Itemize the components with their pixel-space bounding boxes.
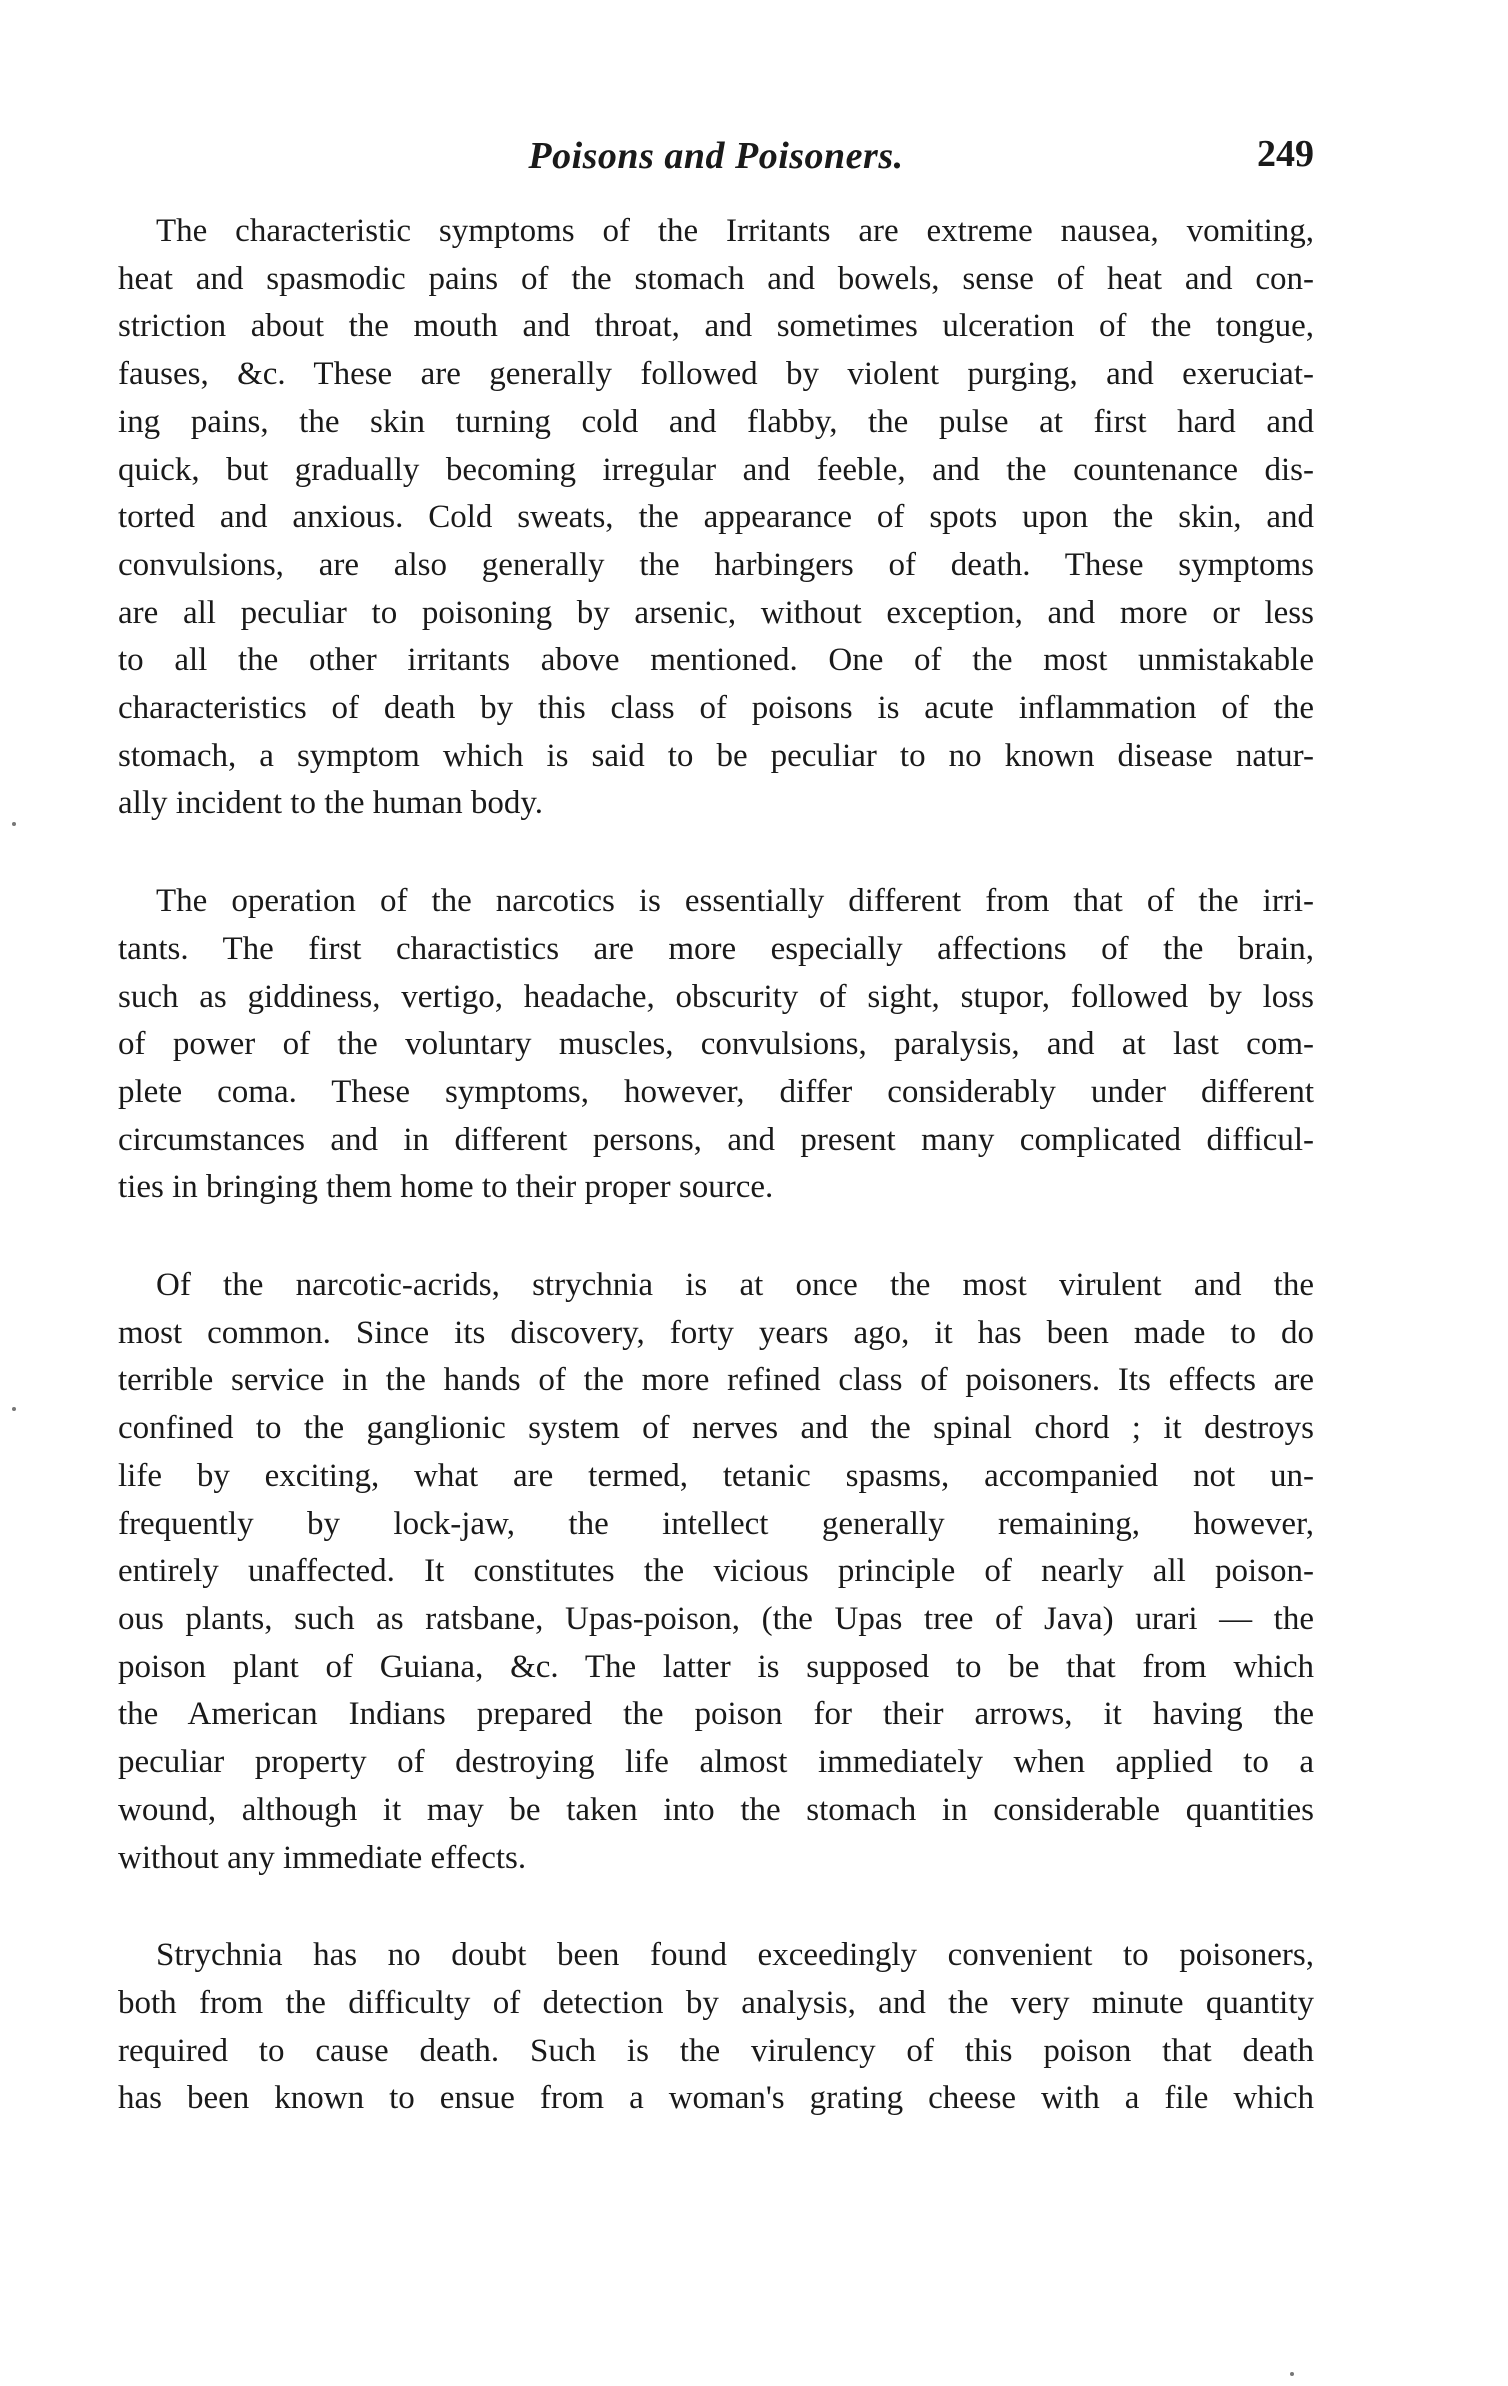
text-line: without any immediate effects. (118, 1839, 527, 1876)
text-line: the American Indians prepared the poison for their arrows, it having the (118, 1696, 1314, 1733)
text-line: The operation of the narcotics is essentially different from that of the irri- (156, 883, 1314, 920)
text-line: tants. The first charactistics are more especially affections of the brain, (118, 930, 1314, 967)
page-number: 249 (1257, 133, 1314, 175)
text-line: Of the narcotic-acrids, strychnia is at once the most virulent and the (156, 1267, 1314, 1304)
text-line: ties in bringing them home to their proper source. (118, 1169, 774, 1206)
margin-speck (12, 1407, 16, 1411)
paragraph-narcotic-acrids (118, 1262, 1314, 1882)
text-line: wound, although it may be taken into the stomach in considerable quantities (118, 1791, 1314, 1828)
text-line: heat and spasmodic pains of the stomach and bowels, sense of heat and con- (118, 260, 1314, 297)
paragraph-irritants (118, 208, 1314, 828)
text-line: most common. Since its discovery, forty years ago, it has been made to do (118, 1314, 1314, 1351)
paragraph-strychnia (118, 1932, 1314, 2123)
text-line: ous plants, such as ratsbane, Upas-poison, (the Upas tree of Java) urari — the (118, 1600, 1314, 1637)
text-line: circumstances and in different persons, and present many complicated difficul- (118, 1121, 1314, 1158)
running-title: Poisons and Poisoners. (528, 135, 904, 177)
text-line: plete coma. These symptoms, however, differ considerably under different (118, 1073, 1314, 1110)
book-page (118, 128, 1314, 2123)
text-line: frequently by lock-jaw, the intellect generally remaining, however, (118, 1505, 1314, 1542)
margin-speck (1290, 2372, 1294, 2376)
text-line: has been known to ensue from a woman's grating cheese with a file which (118, 2080, 1314, 2117)
text-line: confined to the ganglionic system of nerves and the spinal chord ; it destroys (118, 1410, 1314, 1447)
text-line: ally incident to the human body. (118, 785, 543, 822)
text-line: fauses, &c. These are generally followed by violent purging, and exeruciat- (118, 356, 1314, 393)
text-line: are all peculiar to poisoning by arsenic, without exception, and more or less (118, 594, 1314, 631)
text-line: striction about the mouth and throat, and sometimes ulceration of the tongue, (118, 308, 1314, 345)
page-header (118, 128, 1314, 198)
text-line: poison plant of Guiana, &c. The latter is supposed to be that from which (118, 1648, 1314, 1685)
text-line: quick, but gradually becoming irregular and feeble, and the countenance dis- (118, 451, 1314, 488)
text-line: terrible service in the hands of the more refined class of poisoners. Its effects are (118, 1362, 1314, 1399)
text-line: characteristics of death by this class of poisons is acute inflammation of the (118, 690, 1314, 727)
text-line: peculiar property of destroying life almost immediately when applied to a (118, 1744, 1314, 1781)
text-line: The characteristic symptoms of the Irritants are extreme nausea, vomiting, (156, 213, 1314, 249)
text-line: entirely unaffected. It constitutes the vicious principle of nearly all poison- (118, 1553, 1314, 1590)
text-line: to all the other irritants above mentioned. One of the most unmistakable (118, 642, 1314, 679)
text-line: stomach, a symptom which is said to be peculiar to no known disease natur- (118, 737, 1314, 774)
text-line: convulsions, are also generally the harbingers of death. These symptoms (118, 546, 1314, 583)
text-line: such as giddiness, vertigo, headache, obscurity of sight, stupor, followed by loss (118, 978, 1314, 1015)
text-line: both from the difficulty of detection by analysis, and the very minute quantity (118, 1984, 1314, 2021)
text-line: of power of the voluntary muscles, convulsions, paralysis, and at last com- (118, 1026, 1314, 1063)
text-line: ing pains, the skin turning cold and flabby, the pulse at first hard and (118, 403, 1314, 440)
margin-speck (12, 822, 16, 826)
text-line: life by exciting, what are termed, tetanic spasms, accompanied not un- (118, 1457, 1314, 1494)
text-line: torted and anxious. Cold sweats, the appearance of spots upon the skin, and (118, 499, 1314, 536)
text-line: Strychnia has no doubt been found exceedingly convenient to poisoners, (156, 1937, 1314, 1974)
paragraph-narcotics (118, 878, 1314, 1212)
text-line: required to cause death. Such is the virulency of this poison that death (118, 2032, 1314, 2069)
